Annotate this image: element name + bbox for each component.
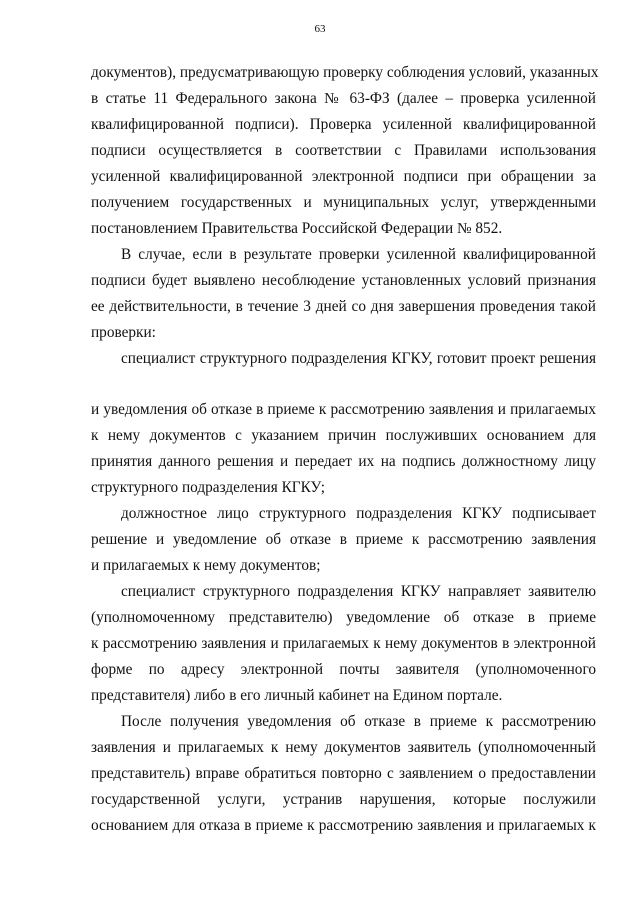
text-line: постановлением Правительства Российской Федерации № 852. (91, 220, 503, 237)
text-line: и уведомления об отказе в приеме к рассмотрению заявления и прилагаемых (91, 401, 596, 418)
text-line: ее действительности, в течение 3 дней со дня завершения проведения такой (91, 298, 596, 315)
text-line: специалист структурного подразделения КГКУ, готовит проект решения (121, 350, 596, 367)
text-line: документов), предусматривающую проверку соблюдения условий, указанных (91, 64, 599, 81)
text-line: представителя) либо в его личный кабинет на Едином портале. (91, 687, 503, 704)
text-line: усиленной квалифицированной электронной подписи при обращении за (91, 168, 596, 185)
text-line: основанием для отказа в приеме к рассмотрению заявления и прилагаемых к (91, 817, 596, 834)
text-line: к рассмотрению заявления и прилагаемых к нему документов в электронной (91, 635, 596, 652)
text-line: После получения уведомления об отказе в приеме к рассмотрению (121, 713, 596, 730)
text-line: получением государственных и муниципальных услуг, утвержденными (91, 194, 596, 211)
text-line: представитель) вправе обратиться повторно с заявлением о предоставлении (91, 765, 596, 782)
text-line: принятия данного решения и передает их на подпись должностному лицу (91, 453, 596, 470)
text-line: и прилагаемых к нему документов; (91, 557, 321, 574)
text-line: решение и уведомление об отказе в приеме к рассмотрению заявления (91, 531, 596, 548)
text-line: должностное лицо структурного подразделения КГКУ подписывает (121, 505, 596, 522)
text-line: государственной услуги, устранив нарушения, которые послужили (91, 791, 596, 808)
text-line: структурного подразделения КГКУ; (91, 479, 326, 496)
text-line: к нему документов с указанием причин послуживших основанием для (91, 427, 596, 444)
text-line: в статье 11 Федерального закона № 63-ФЗ (далее – проверка усиленной (91, 90, 596, 107)
text-line: заявления и прилагаемых к нему документов заявитель (уполномоченный (91, 739, 596, 756)
text-line: специалист структурного подразделения КГКУ направляет заявителю (121, 583, 596, 600)
text-line: подписи будет выявлено несоблюдение установленных условий признания (91, 272, 596, 289)
page-number: 63 (314, 23, 326, 35)
text-block-upper (91, 60, 599, 372)
text-line: квалифицированной подписи). Проверка усиленной квалифицированной (91, 116, 596, 133)
text-block-lower (91, 397, 596, 839)
text-line: (уполномоченному представителю) уведомление об отказе в приеме (91, 609, 596, 626)
text-line: подписи осуществляется в соответствии с Правилами использования (91, 142, 596, 159)
text-line: форме по адресу электронной почты заявителя (уполномоченного (91, 661, 596, 678)
text-line: В случае, если в результате проверки усиленной квалифицированной (121, 246, 596, 263)
text-line: проверки: (91, 324, 156, 341)
